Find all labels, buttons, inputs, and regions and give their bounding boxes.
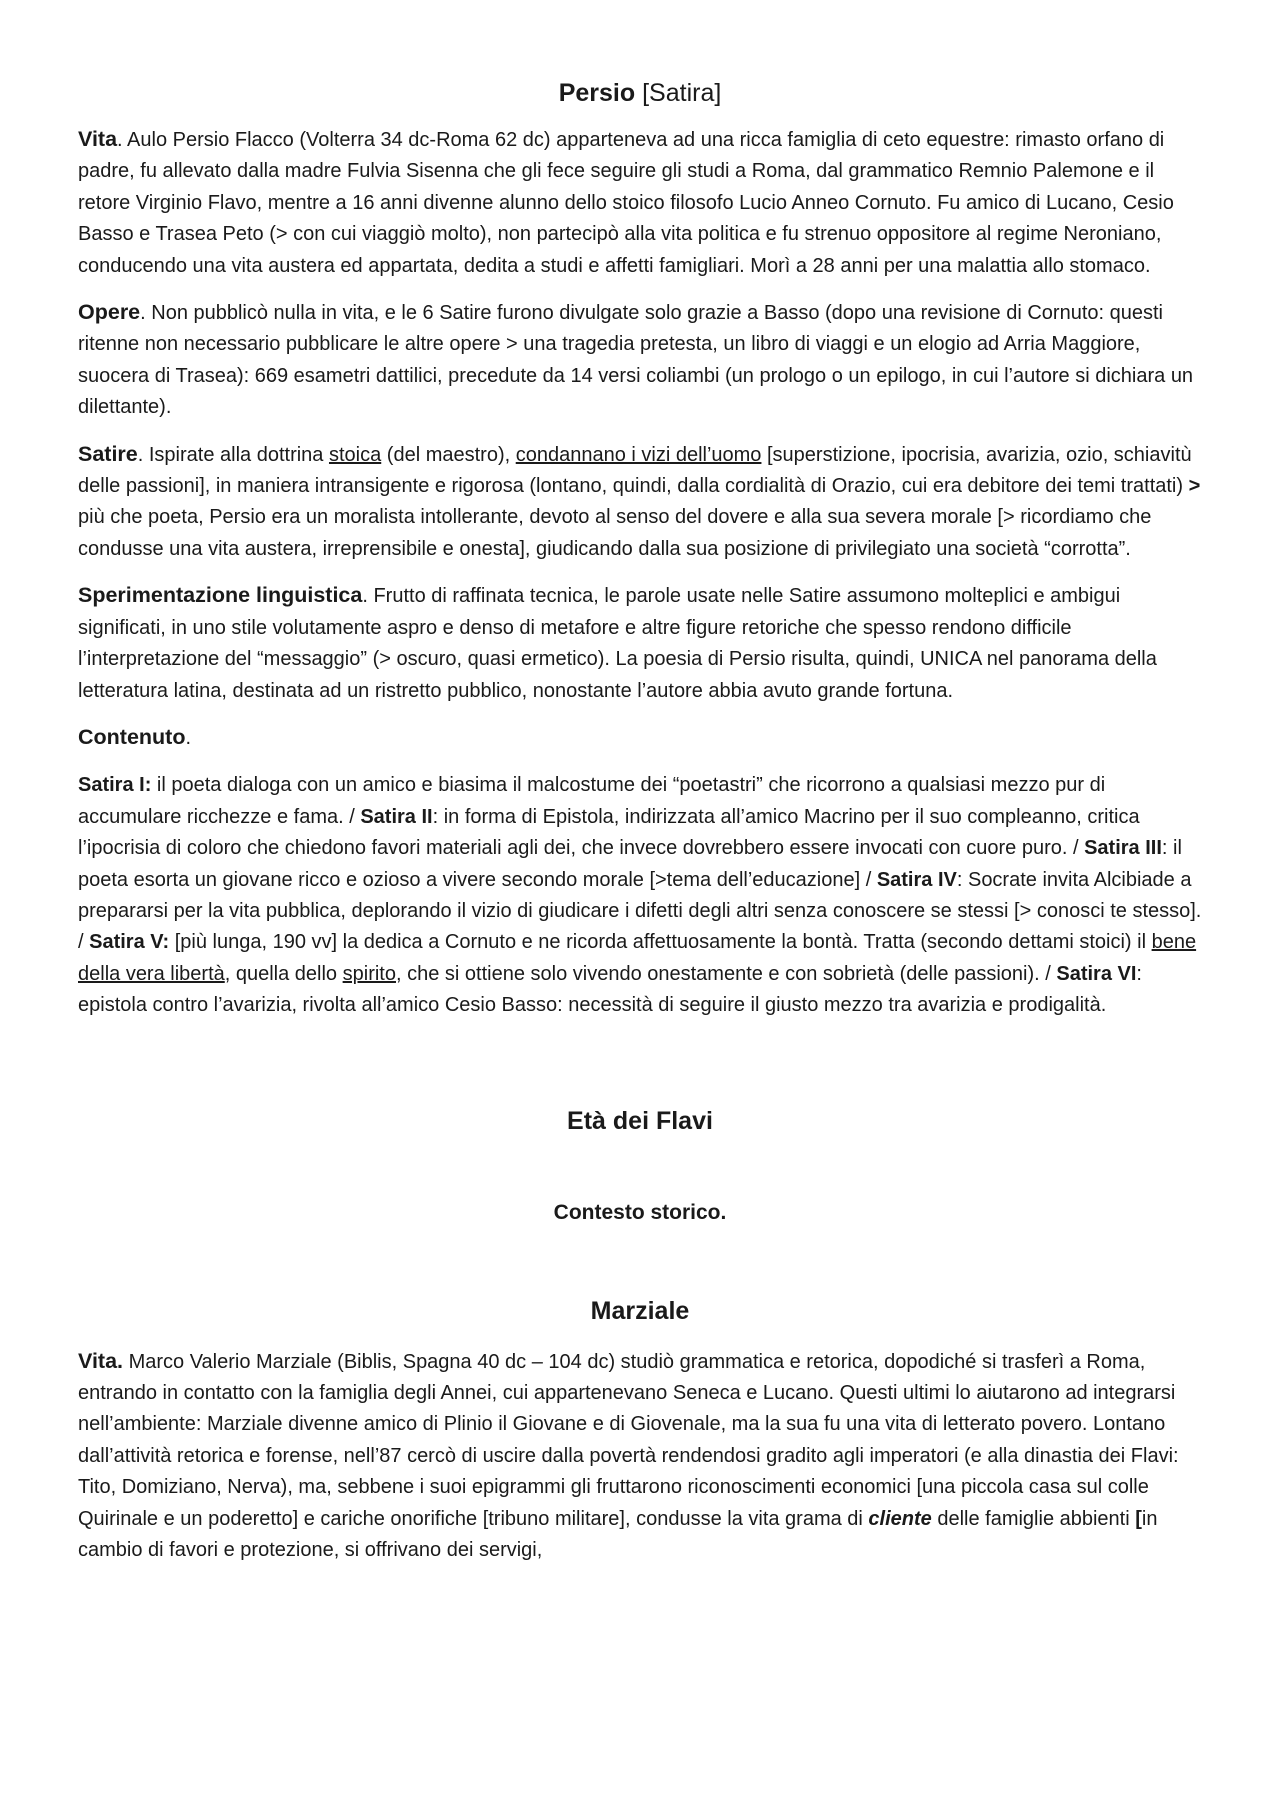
underline-liberta: bene della vera libertà xyxy=(78,931,1197,985)
text-marziale-3: in cambio di favori e protezione, si offrivano dei servigi, xyxy=(78,1507,1158,1561)
underline-stoica: stoica xyxy=(328,443,382,466)
title-rest: [Satira] xyxy=(642,79,722,107)
underline-condannano: condannano i vizi dell’uomo xyxy=(515,443,762,466)
text-satire-4: più che poeta, Persio era un moralista intollerante, devoto al senso del dovere e alla sua severa morale [> ricordiamo che condusse una vita austera, irreprensibile e onesta], giudicando dalla sua posizione di privilegiato una società “corrotta”. xyxy=(78,506,1152,560)
text-satira-5a: [più lunga, 190 vv] la dedica a Cornuto e ne ricorda affettuosamente la bontà. Tratta (secondo dettami stoici) il xyxy=(169,931,1152,954)
label-marziale-vita: Vita. xyxy=(78,1348,124,1373)
heading-contesto-storico: Contesto storico. xyxy=(553,1200,727,1224)
label-vita: Vita xyxy=(78,127,118,151)
underline-spirito: spirito xyxy=(342,962,396,985)
title-bold: Persio xyxy=(558,79,636,107)
text-satire-1: . Ispirate alla dottrina xyxy=(137,443,329,466)
label-satira-4: Satira IV xyxy=(876,868,957,891)
text-satira-4: : Socrate invita Alcibiade a prepararsi per la vita pubblica, deplorando il vizio di giudicare i difetti degli altri senza conoscere se stessi [> conosci te stesso]. / xyxy=(78,868,1202,954)
label-satira-6: Satira VI xyxy=(1056,962,1137,985)
paragraph-contenuto xyxy=(78,722,1202,754)
label-satira-1: Satira I: xyxy=(78,774,152,797)
text-vita: . Aulo Persio Flacco (Volterra 34 dc-Roma 62 dc) apparteneva ad una ricca famiglia di ceto equestre: rimasto orfano di padre, fu allevato dalla madre Fulvia Sisenna che gli fece seguire gli studi a Roma, dal grammatico Remnio Palemone e il retore Virginio Flavo, mentre a 16 anni divenne alunno dello stoico filosofo Lucio Anneo Cornuto. Fu amico di Lucano, Cesio Basso e Trasea Peto (> con cui viaggiò molto), non partecipò alla vita politica e fu strenuo oppositore al regime Neroniano, conducendo una vita austera ed appartata, dedita a studi e affetti famigliari. Morì a 28 anni per una malattia allo stomaco. xyxy=(78,129,1174,277)
bracket-bold: [ xyxy=(1135,1507,1142,1530)
page-title xyxy=(78,76,1202,110)
label-satira-2: Satira II xyxy=(360,805,433,828)
text-satira-2: : in forma di Epistola, indirizzata all’amico Macrino per il suo compleanno, critica l’ipocrisia di coloro che chiedono favori materiali agli dei, che invece dovrebbero essere invocati con cuore puro. / xyxy=(78,805,1140,860)
arrow-bold: > xyxy=(1188,475,1201,498)
text-marziale-2: delle famiglie abbienti xyxy=(931,1507,1136,1530)
text-marziale-1: Marco Valerio Marziale (Biblis, Spagna 40 dc – 104 dc) studiò grammatica e retorica, dopodiché si trasferì a Roma, entrando in contatto con la famiglia degli Annei, cui appartenevano Seneca e Lucano. Questi ultimi lo aiutarono ad integrarsi nell’ambiente: Marziale divenne amico di Plinio il Giovane e di Giovenale, ma la sua fu una vita di letterato povero. Lontano dall’attività retorica e forense, nell’87 cercò di uscire dalla povertà rendendosi gradito agli imperatori (e alla dinastia dei Flavi: Tito, Domiziano, Nerva), ma, sebbene i suoi epigrammi gli fruttarono riconoscimenti economici [una piccola casa sul colle Quirinale e un poderetto] e cariche onorifiche [tribuno militare], condusse la vita grama di xyxy=(78,1350,1179,1530)
text-satira-5b: , quella dello xyxy=(224,962,343,985)
contenuto-dot: . xyxy=(185,726,192,749)
paragraph-sperimentazione xyxy=(78,580,1202,707)
text-satire-3: [superstizione, ipocrisia, avarizia, ozio, schiavitù delle passioni], in maniera intransigente e rigorosa (lontano, quindi, dalla cordialità di Orazio, cui era debitore dei temi trattati) xyxy=(78,443,1192,498)
heading-eta-flavi: Età dei Flavi xyxy=(567,1106,713,1135)
text-satira-5c: , che si ottiene solo vivendo onestamente e con sobrietà (delle passioni). / xyxy=(395,962,1057,985)
term-cliente: cliente xyxy=(868,1507,932,1530)
text-satira-3: : il poeta esorta un giovane ricco e ozioso a vivere secondo morale [>tema dell’educazione] / xyxy=(78,837,1182,891)
text-satira-1: il poeta dialoga con un amico e biasima il malcostume dei “poetastri” che ricorrono a qualsiasi mezzo pur di accumulare ricchezze e fama. / xyxy=(78,774,1106,828)
paragraph-satire-list xyxy=(78,770,1202,1021)
label-sperimentazione: Sperimentazione linguistica xyxy=(78,583,363,608)
paragraph-satire xyxy=(78,439,1202,566)
text-opere: . Non pubblicò nulla in vita, e le 6 Satire furono divulgate solo grazie a Basso (dopo una revisione di Cornuto: questi ritenne non necessario pubblicare le altre opere > una tragedia pretesta, un libro di viaggi e un elogio ad Arria Maggiore, suocera di Trasea): 669 esametri dattilici, precedute da 14 versi coliambi (un prologo o un epilogo, in cui l’autore si dichiara un dilettante). xyxy=(78,302,1194,419)
label-opere: Opere xyxy=(78,300,141,325)
paragraph-marziale-vita xyxy=(78,1346,1202,1567)
paragraph-opere xyxy=(78,297,1202,424)
paragraph-vita xyxy=(78,124,1202,282)
text-sperimentazione: . Frutto di raffinata tecnica, le parole usate nelle Satire assumono molteplici e ambigui significati, in uno stile volutamente aspro e denso di metafore e altre figure retoriche che spesso rendono difficile l’interpretazione del “messaggio” (> oscuro, quasi ermetico). La poesia di Persio risulta, quindi, UNICA nel panorama della letteratura latina, destinata ad un ristretto pubblico, nonostante l’autore abbia avuto grande fortuna. xyxy=(78,585,1157,702)
text-satira-6: : epistola contro l’avarizia, rivolta all’amico Cesio Basso: necessità di seguire il giusto mezzo tra avarizia e prodigalità. xyxy=(78,962,1142,1017)
heading-marziale: Marziale xyxy=(590,1296,690,1325)
label-satira-5: Satira V: xyxy=(89,931,170,954)
label-satira-3: Satira III xyxy=(1084,837,1162,860)
text-satire-2: (del maestro), xyxy=(381,443,516,466)
label-contenuto: Contenuto xyxy=(78,724,186,749)
label-satire: Satire xyxy=(78,441,138,466)
